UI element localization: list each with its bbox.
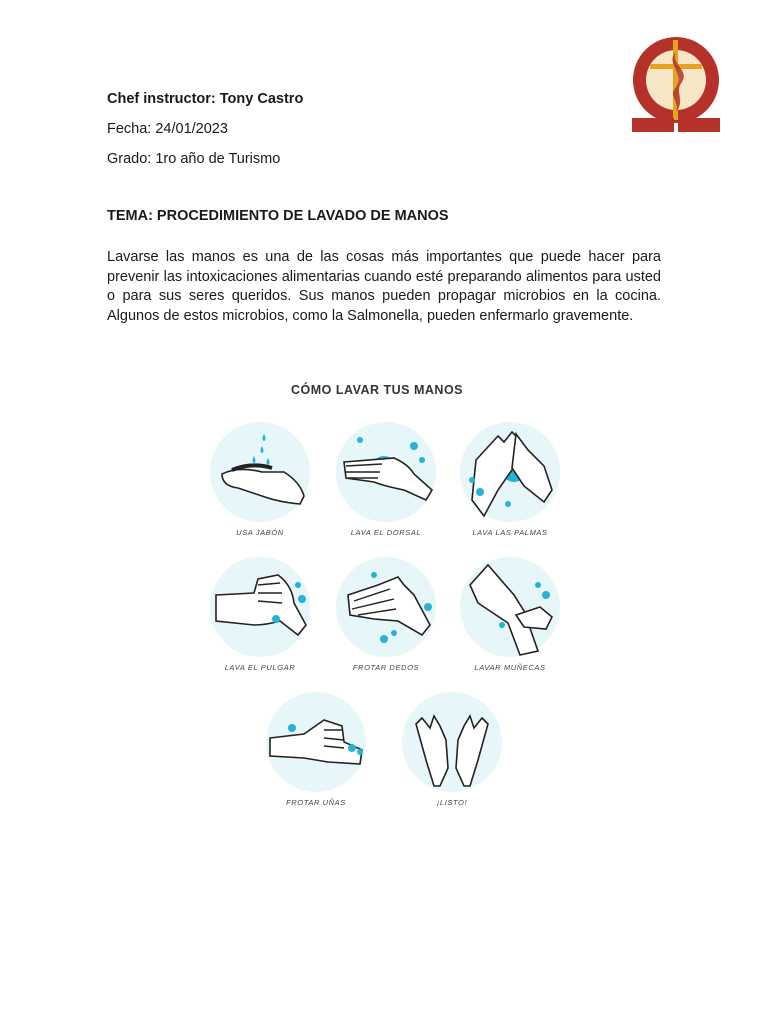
- step-label: LAVA LAS PALMAS: [472, 528, 548, 537]
- step-label: USA JABÓN: [236, 528, 284, 537]
- school-logo: [630, 34, 722, 142]
- soap-hands-icon: [208, 420, 312, 524]
- step-wash-thumb: [200, 555, 320, 672]
- nails-icon: [264, 690, 368, 794]
- done-hands-icon: [400, 690, 504, 794]
- infographic-title: CÓMO LAVAR TUS MANOS: [290, 383, 464, 397]
- instructor-line: Chef instructor: Tony Castro: [107, 91, 304, 107]
- wrist-icon: [458, 555, 562, 659]
- step-rub-fingers: [326, 555, 446, 672]
- step-wash-palms: [450, 420, 570, 537]
- date-line: Fecha: 24/01/2023: [107, 121, 228, 137]
- step-label: LAVA EL PULGAR: [224, 663, 296, 672]
- step-label: ¡LISTO!: [436, 798, 468, 807]
- step-wash-wrists: [450, 555, 570, 672]
- palms-icon: [458, 420, 562, 524]
- grade-line: Grado: 1ro año de Turismo: [107, 151, 281, 167]
- step-use-soap: [200, 420, 320, 537]
- topic-heading: TEMA: PROCEDIMIENTO DE LAVADO DE MANOS: [107, 208, 449, 224]
- fingers-icon: [334, 555, 438, 659]
- step-rub-nails: [256, 690, 376, 807]
- step-label: LAVAR MUÑECAS: [474, 663, 546, 672]
- step-done: [392, 690, 512, 807]
- back-of-hand-icon: [334, 420, 438, 524]
- intro-paragraph: Lavarse las manos es una de las cosas más importantes que puede hacer para prevenir las intoxicaciones alimentarias cuando esté preparando alimentos para usted o para sus seres queridos. Sus manos pueden propagar microbios en la cocina. Algunos de estos microbios, como la Salmonella, pueden enfermarlo gravemente.: [107, 249, 661, 324]
- step-label: FROTAR UÑAS: [286, 798, 346, 807]
- step-label: FROTAR DEDOS: [352, 663, 420, 672]
- step-wash-back: [326, 420, 446, 537]
- step-label: LAVA EL DORSAL: [350, 528, 422, 537]
- thumb-icon: [208, 555, 312, 659]
